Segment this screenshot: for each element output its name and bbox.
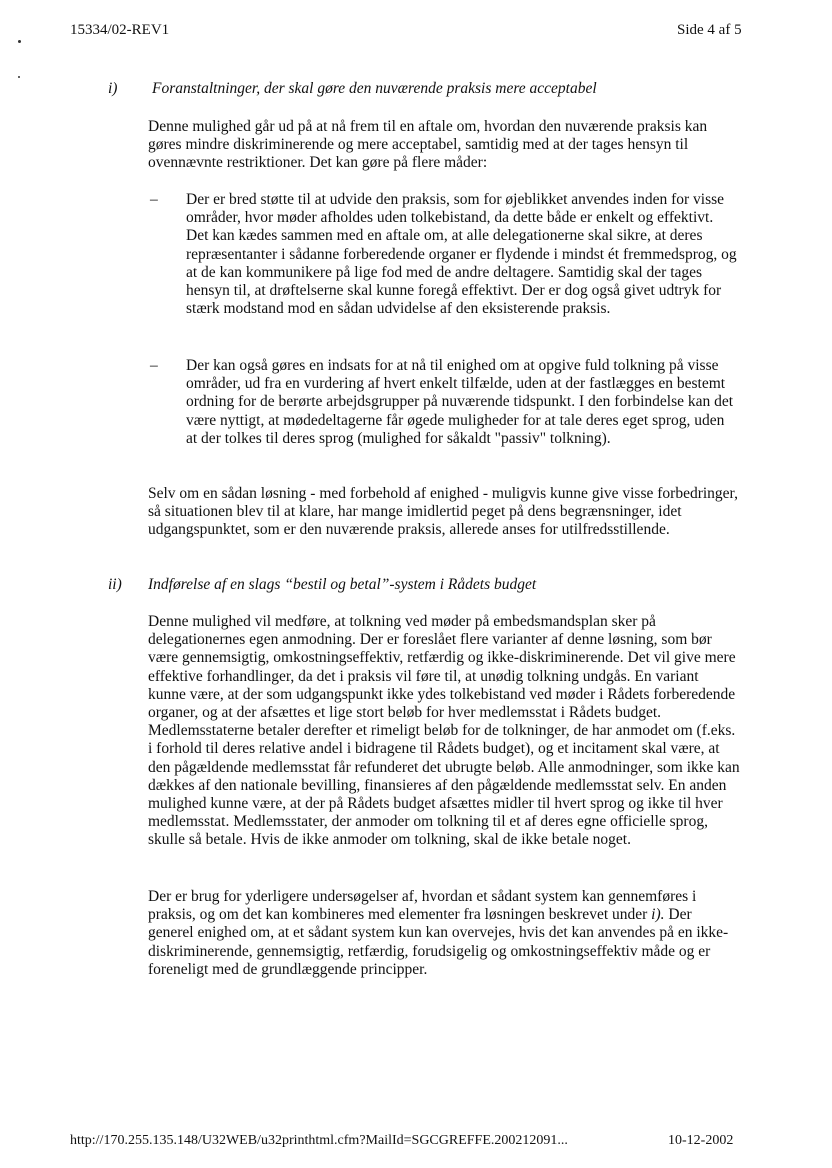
paragraph-text: Der generel enighed om, at et sådant system kun kan overvejes, hvis det kan anvendes på en ikke-diskriminerende, gennemsigtig, retfærdig, forudsigelig og omkostningseffektiv måde og er foreneligt med de grundlæggende principper. (148, 906, 729, 978)
section-1-closing: Selv om en sådan løsning - med forbehold af enighed - muligvis kunne give visse forbedringer, så situationen blev til at klare, har mange imidlertid peget på dens begrænsninger, idet udgangspunktet, som er den nuværende praksis, allerede anses for utilfredsstillende. (148, 485, 738, 539)
section-1-bullet-2: Der kan også gøres en indsats for at nå til enighed om at opgive fuld tolkning på visse områder, ud fra en vurdering af hvert enkelt tilfælde, uden at der fastlægges en bestemt ordning for de berørte arbejdsgrupper på nuværende tidspunkt. I den forbindelse kan det være nyttigt, at mødedeltagerne får øgede muligheder for at tale deres eget sprog, uden at der tolkes til deres sprog (mulighed for såkaldt "passiv" tolkning). (186, 357, 734, 447)
section-2-title: Indførelse af en slags “bestil og betal”-system i Rådets budget (148, 576, 537, 593)
section-1-label: i) (108, 80, 118, 97)
bullet-dash: – (150, 357, 158, 374)
section-2-paragraph-1: Denne mulighed vil medføre, at tolkning ved møder på embedsmandsplan sker på delegationernes egen anmodning. Der er foreslået flere varianter af denne løsning, som bør være gennemsigtig, omkostningseffektiv, retfærdig og ikke-diskriminerende. Det vil give mere effektive forhandlinger, da det i praksis vil føre til, at unødig tolkning undgås. En variant kunne være, at der som udgangspunkt ikke ydes tolkebistand ved møder i Rådets forberedende organer, og at der afsættes et lige stort beløb for hver medlemsstat i Rådets budget. Medlemsstaterne betaler derefter et rimeligt beløb for de tolkninger, de har anmodet om (f.eks. i forhold til deres relative andel i bidragene til Rådets budget), og et incitament skal være, at den pågældende medlemsstat får refunderet det ubrugte beløb. Alle anmodninger, som ikke kan dækkes af den nationale bevilling, finansieres af den pågældende medlemsstat selv. En anden mulighed kunne være, at der på Rådets budget afsættes midler til hvert sprog og ikke til hver medlemsstat. Medlemsstater, der anmoder om tolkning til et af deres egne officielle sprog, skulle så betale. Hvis de ikke anmoder om tolkning, skal de ikke betale noget. (148, 613, 740, 849)
paragraph-text: Der er brug for yderligere undersøgelser af, hvordan et sådant system kan gennemføres i praksis, og om det kan kombineres med elementer fra løsningen beskrevet under (148, 888, 697, 924)
bullet-dash: – (150, 191, 158, 208)
section-reference: i). (651, 906, 665, 924)
section-1-bullet-1: Der er bred støtte til at udvide den praksis, som for øjeblikket anvendes inden for visse områder, hvor møder afholdes uden tolkebistand, da dette både er enkelt og effektivt. Det kan kædes sammen med en aftale om, at alle delegationerne skal sikre, at deres repræsentanter i sådanne forberedende organer er flydende i mindst ét fremmedsprog, og at de kan kommunikere på lige fod med de andre deltagere. Samtidig skal der tages hensyn til, at drøftelserne skal kunne foregå effektivt. Der er dog også givet udtryk for stærk modstand mod en sådan udvidelse af den eksisterende praksis. (186, 191, 737, 318)
footer-url: http://170.255.135.148/U32WEB/u32printhtml.cfm?MailId=SGCGREFFE.200212091... (70, 1133, 568, 1148)
section-2-paragraph-2 (148, 888, 740, 979)
scan-speck (18, 76, 20, 78)
footer-date: 10-12-2002 (668, 1133, 734, 1148)
document-reference: 15334/02-REV1 (70, 22, 170, 38)
scan-speck (18, 40, 21, 43)
section-1-title: Foranstaltninger, der skal gøre den nuværende praksis mere acceptabel (152, 80, 597, 97)
page-number: Side 4 af 5 (677, 22, 742, 38)
section-2-label: ii) (108, 576, 122, 593)
section-1-intro: Denne mulighed går ud på at nå frem til en aftale om, hvordan den nuværende praksis kan gøres mindre diskriminerende og mere acceptabel, samtidig med at der tages hensyn til ovennævnte restriktioner. Det kan gøre på flere måder: (148, 118, 708, 172)
